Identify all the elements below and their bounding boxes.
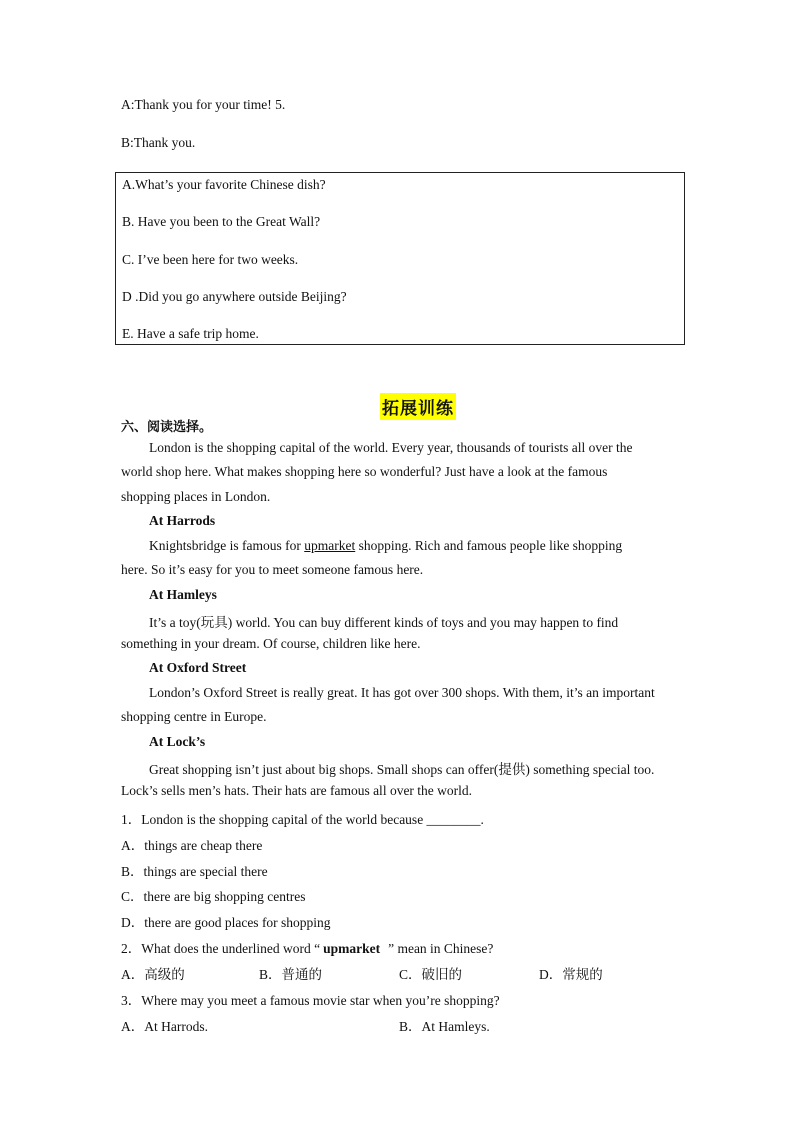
question-2-word: upmarket bbox=[323, 941, 381, 956]
option-d: D .Did you go anywhere outside Beijing? bbox=[122, 289, 347, 304]
heading-harrods: At Harrods bbox=[149, 513, 216, 528]
harrods-line-1: Knightsbridge is famous for upmarket shopping. Rich and famous people like shopping bbox=[149, 538, 623, 553]
options-box bbox=[115, 172, 685, 345]
question-2: 2．What does the underlined word “ upmarket ” mean in Chinese? bbox=[121, 941, 494, 956]
question-2-option-c: C．破旧的 bbox=[399, 967, 463, 982]
hamleys-line-2: something in your dream. Of course, children like here. bbox=[121, 636, 421, 651]
question-1-option-c: C．there are big shopping centres bbox=[121, 889, 306, 904]
oxford-line-1: London’s Oxford Street is really great. It has got over 300 shops. With them, it’s an important bbox=[149, 685, 655, 700]
heading-hamleys: At Hamleys bbox=[149, 587, 217, 602]
question-2-option-d: D．常规的 bbox=[539, 967, 603, 982]
part-heading: 六、阅读选择。 bbox=[121, 420, 213, 435]
locks-line-2: Lock’s sells men’s hats. Their hats are famous all over the world. bbox=[121, 783, 473, 798]
option-b: B. Have you been to the Great Wall? bbox=[122, 214, 321, 229]
heading-oxford: At Oxford Street bbox=[149, 660, 247, 675]
question-1-option-b: B．things are special there bbox=[121, 864, 268, 879]
question-1-option-a: A．things are cheap there bbox=[121, 838, 263, 853]
locks-line-1: Great shopping isn’t just about big shops. Small shops can offer(提供) something special too. bbox=[149, 762, 655, 777]
question-3: 3．Where may you meet a famous movie star when you’re shopping? bbox=[121, 993, 500, 1008]
underlined-word: upmarket bbox=[304, 538, 356, 553]
hamleys-line-1: It’s a toy(玩具) world. You can buy different kinds of toys and you may happen to find bbox=[149, 615, 619, 630]
option-c: C. I’ve been here for two weeks. bbox=[122, 252, 299, 267]
oxford-line-2: shopping centre in Europe. bbox=[121, 709, 267, 724]
option-a: A.What’s your favorite Chinese dish? bbox=[122, 177, 326, 192]
question-2-option-b: B．普通的 bbox=[259, 967, 323, 982]
option-e: E. Have a safe trip home. bbox=[122, 326, 259, 341]
question-3-option-b: B．At Hamleys. bbox=[399, 1019, 490, 1034]
dialog-line-b: B:Thank you. bbox=[121, 135, 196, 150]
question-1: 1．London is the shopping capital of the world because ________. bbox=[121, 812, 484, 827]
passage-intro-2: world shop here. What makes shopping here so wonderful? Just have a look at the famous bbox=[121, 464, 608, 479]
question-2-option-a: A．高级的 bbox=[121, 967, 185, 982]
passage-intro-1: London is the shopping capital of the world. Every year, thousands of tourists all over the bbox=[149, 440, 633, 455]
question-1-option-d: D．there are good places for shopping bbox=[121, 915, 331, 930]
dialog-line-a: A:Thank you for your time! 5. bbox=[121, 97, 286, 112]
section-title: 拓展训练 bbox=[380, 393, 456, 420]
question-3-option-a: A．At Harrods. bbox=[121, 1019, 208, 1034]
passage-intro-3: shopping places in London. bbox=[121, 489, 271, 504]
harrods-line-2: here. So it’s easy for you to meet someone famous here. bbox=[121, 562, 424, 577]
heading-locks: At Lock’s bbox=[149, 734, 206, 749]
